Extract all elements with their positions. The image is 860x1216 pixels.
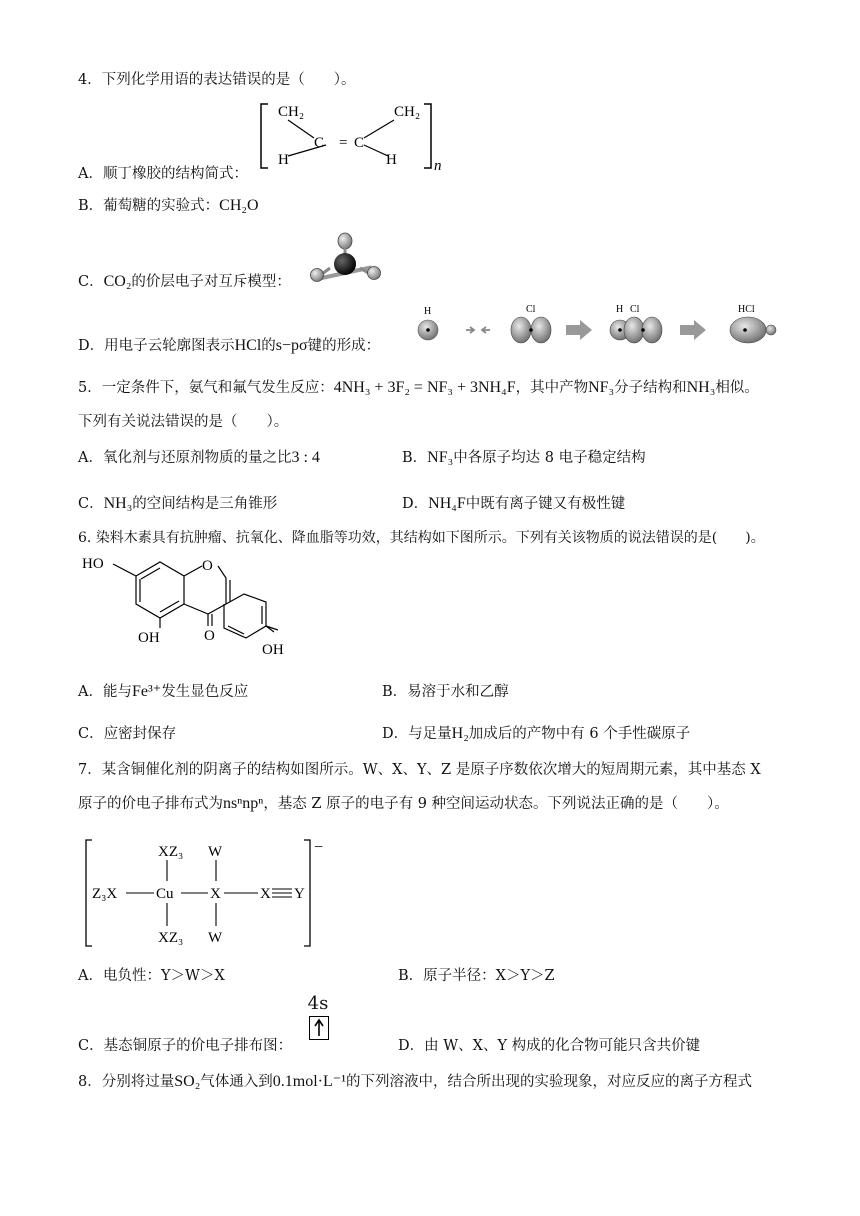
electron-cloud-diagram <box>408 300 788 350</box>
orbital-box <box>309 1016 329 1040</box>
q4-option-a: A．顺丁橡胶的结构简式： <box>78 166 248 182</box>
xz3-top: XZ₃ <box>158 844 184 860</box>
q7-stem-1: 7．某含铜催化剂的阴离子的结构如图所示。W、X、Y、Z 是原子序数依次增大的短周期元素，其中基态 X <box>78 762 761 778</box>
rubber-c-left: C <box>314 135 325 151</box>
cloud-cl-label: Cl <box>526 304 536 315</box>
q7-stem-2: 原子的价电子排布式为nsⁿnpⁿ，基态 Z 原子的电子有 9 种空间运动状态。下列说法正确的是（ ）。 <box>78 795 729 812</box>
z3x-left: Z₃X <box>92 886 118 902</box>
y-terminal: Y <box>294 886 305 902</box>
rubber-ch2-left: CH₂ <box>278 104 305 120</box>
q7-option-a: A．电负性：Y＞W＞X <box>78 968 225 984</box>
q7-option-c: C．基态铜原子的价电子排布图： <box>78 1038 293 1054</box>
cloud-h2-label: H <box>616 304 624 315</box>
glucose-empirical-formula: CH₂O <box>219 197 259 214</box>
q4-stem: 4．下列化学用语的表达错误的是（ ）。 <box>78 72 356 88</box>
q5-stem: 5．一定条件下，氨气和氟气发生反应：4NH₃ + 3F₂ = NF₃ + 3NH₄F，其中产物NF₃分子结构和NH₃相似。 <box>78 379 759 396</box>
q4-option-d: D．用电子云轮廓图表示HCl的s−pσ键的形成： <box>78 337 381 354</box>
copper: Cu <box>156 886 174 902</box>
rubber-ch2-right: CH₂ <box>394 104 421 120</box>
rubber-double-bond: = <box>339 135 348 151</box>
orbital-diagram <box>304 994 332 1044</box>
q6-stem: 6. 染料木素具有抗肿瘤、抗氧化、降血脂等功效，其结构如下图所示。下列有关该物质的说法错误的是( )。 <box>78 530 765 546</box>
q7-option-d: D．由 W、X、Y 构成的化合物可能只含共价键 <box>398 1038 701 1054</box>
q6-option-c: C．应密封保存 <box>78 726 177 742</box>
cloud-hcl-label: HCl <box>738 304 755 315</box>
rubber-h-right: H <box>386 152 397 168</box>
rubber-n: n <box>434 158 442 174</box>
q5-option-b: B．NF₃中各原子均达 8 电子稳定结构 <box>402 449 646 466</box>
orbital-label: 4s <box>307 993 329 1014</box>
hcl-formula: HCl <box>234 337 262 354</box>
w-top: W <box>208 844 223 860</box>
x-center: X <box>210 886 221 902</box>
ho-left: HO <box>82 556 104 572</box>
cloud-h-label: H <box>424 306 432 317</box>
genistein-structure <box>78 552 298 662</box>
q6-option-d: D．与足量H₂加成后的产物中有 6 个手性碳原子 <box>382 725 691 742</box>
q4-option-c: C．CO₂的价层电子对互斥模型： <box>78 273 291 290</box>
co2-formula: CO₂ <box>103 273 132 290</box>
q5-option-d: D．NH₄F中既有离子键又有极性键 <box>402 495 626 512</box>
rubber-h-left: H <box>278 152 289 168</box>
vsepr-model <box>302 228 388 286</box>
ring-oxygen: O <box>202 558 213 574</box>
keto-oxygen: O <box>204 628 215 644</box>
spin-up-arrow-icon <box>310 1017 328 1039</box>
oh-bottom: OH <box>138 630 160 646</box>
reaction-equation: 4NH₃ + 3F₂ = NF₃ + 3NH₄F <box>333 379 516 396</box>
q8-stem: 8．分别将过量SO₂气体通入到0.1mol·L⁻¹的下列溶液中，结合所出现的实验现象，对应反应的离子方程式 <box>78 1073 752 1090</box>
polybutadiene-structure <box>258 98 448 174</box>
charge-sign: − <box>314 839 324 856</box>
cloud-cl2-label: Cl <box>630 304 640 315</box>
x-right: X <box>260 886 271 902</box>
q7-option-b: B．原子半径：X＞Y＞Z <box>398 968 555 984</box>
sp-sigma-bond: s−pσ <box>275 337 308 354</box>
rubber-c-right: C <box>354 135 365 151</box>
q5-stem-2: 下列有关说法错误的是（ ）。 <box>78 414 289 430</box>
q6-option-a: A．能与Fe³⁺发生显色反应 <box>78 683 249 700</box>
xz3-bottom: XZ₃ <box>158 930 184 946</box>
valence-config: nsⁿnpⁿ <box>223 795 264 812</box>
w-bottom: W <box>208 930 223 946</box>
q6-option-b: B．易溶于水和乙醇 <box>382 684 509 700</box>
q5-option-a: A．氧化剂与还原剂物质的量之比3 : 4 <box>78 449 320 466</box>
q5-option-c: C．NH₃的空间结构是三角锥形 <box>78 495 278 512</box>
oh-right: OH <box>262 642 284 658</box>
q4-option-b: B．葡萄糖的实验式：CH₂O <box>78 197 259 214</box>
copper-anion-structure <box>82 836 342 952</box>
